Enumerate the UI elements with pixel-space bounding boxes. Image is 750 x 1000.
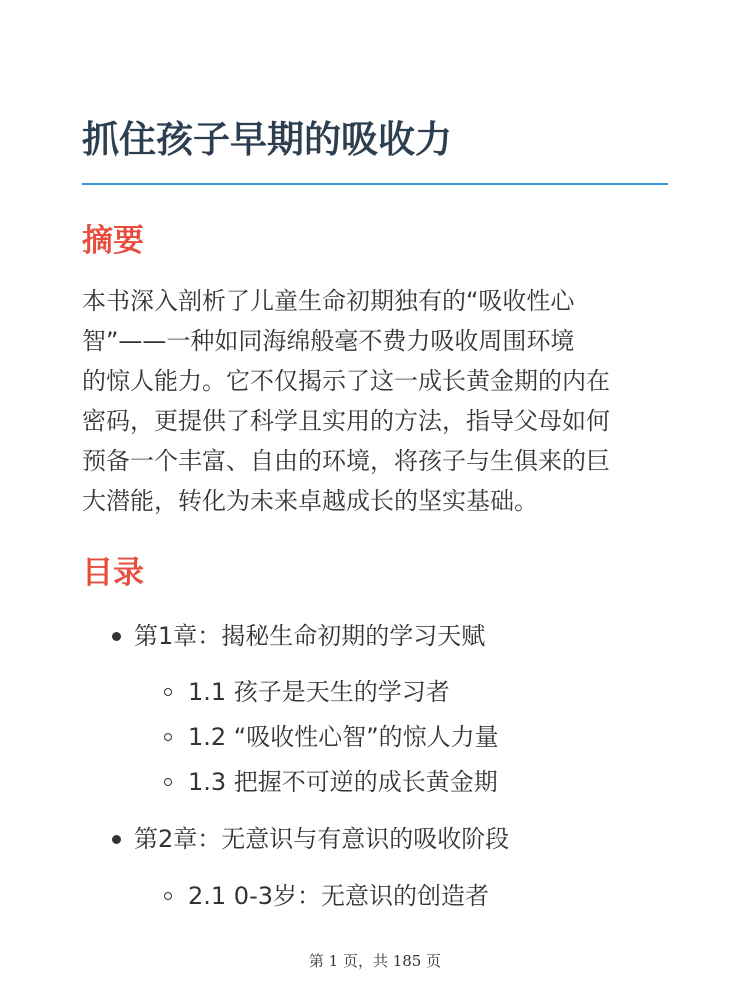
toc-chapter-1[interactable]: 第1章：揭秘生命初期的学习天赋	[134, 622, 486, 650]
bullet-disc-icon	[112, 835, 121, 844]
abstract-line: 智”——一种如同海绵般毫不费力吸收周围环境	[82, 327, 575, 355]
bullet-circle-icon	[164, 733, 172, 741]
abstract-paragraph	[82, 281, 682, 521]
toc-section-2-1[interactable]: 2.1 0-3岁：无意识的创造者	[188, 882, 489, 910]
title-divider	[82, 183, 668, 185]
toc-heading: 目录	[82, 555, 144, 591]
bullet-circle-icon	[164, 688, 172, 696]
bullet-circle-icon	[164, 778, 172, 786]
toc-chapter-2[interactable]: 第2章：无意识与有意识的吸收阶段	[134, 825, 510, 853]
page-number-footer: 第 1 页，共 185 页	[308, 952, 442, 970]
abstract-line: 本书深入剖析了儿童生命初期独有的“吸收性心	[82, 287, 575, 315]
abstract-line: 大潜能，转化为未来卓越成长的坚实基础。	[82, 487, 538, 515]
abstract-line: 的惊人能力。它不仅揭示了这一成长黄金期的内在	[82, 367, 610, 395]
bullet-disc-icon	[112, 632, 121, 641]
abstract-line: 密码，更提供了科学且实用的方法，指导父母如何	[82, 407, 610, 435]
toc-section-1-1[interactable]: 1.1 孩子是天生的学习者	[188, 678, 450, 706]
abstract-line: 预备一个丰富、自由的环境，将孩子与生俱来的巨	[82, 447, 610, 475]
toc-section-1-3[interactable]: 1.3 把握不可逆的成长黄金期	[188, 768, 498, 796]
abstract-heading: 摘要	[82, 223, 144, 259]
document-title: 抓住孩子早期的吸收力	[82, 118, 452, 161]
bullet-circle-icon	[164, 892, 172, 900]
toc-section-1-2[interactable]: 1.2 “吸收性心智”的惊人力量	[188, 723, 499, 751]
